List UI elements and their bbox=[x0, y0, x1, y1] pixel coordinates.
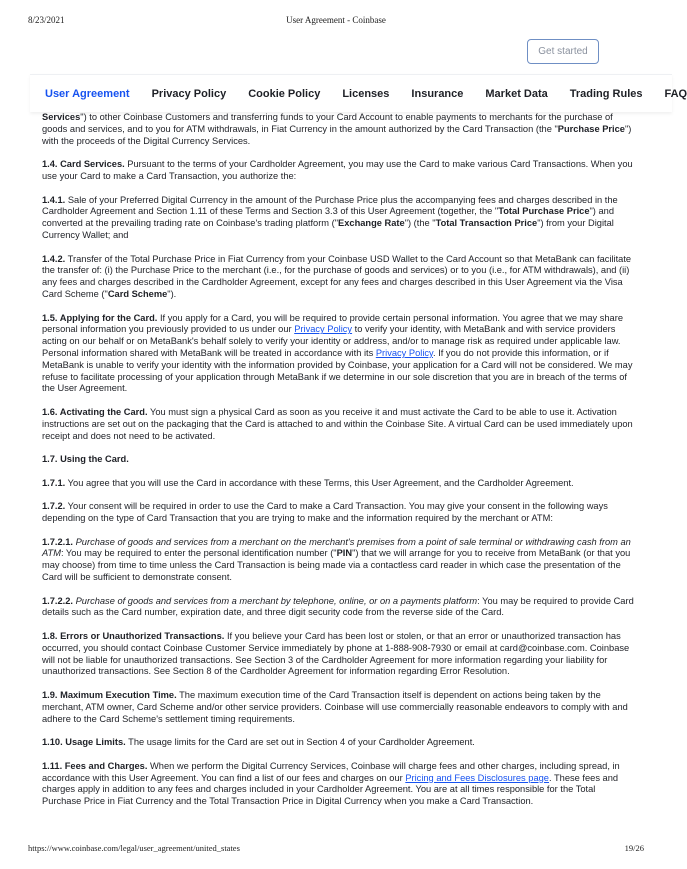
italic-text: Purchase of goods and services from a merchant by telephone, online, or on a payments platform bbox=[73, 595, 478, 606]
bold-text: 1.7. Using the Card. bbox=[42, 454, 129, 465]
bold-text: 1.7.2.2. bbox=[42, 595, 74, 606]
text: The maximum execution time of the Card Transaction itself is dependent on actions being taken by the merchant, ATM owner, Card Scheme and/or other service providers. Coinbase will use commercially reasonable endeavors to comply with and adhere to the Card Scheme's settlement timing requirements. bbox=[42, 690, 628, 724]
nav-tab-privacy-policy[interactable]: Privacy Policy bbox=[151, 87, 227, 100]
print-url: https://www.coinbase.com/legal/user_agreement/united_states bbox=[28, 843, 240, 853]
paragraph bbox=[42, 690, 634, 725]
bold-text: 1.9. Maximum Execution Time. bbox=[42, 690, 177, 701]
bold-text: Total Purchase Price bbox=[498, 206, 590, 217]
bold-text: Services bbox=[42, 112, 81, 122]
text: The usage limits for the Card are set out in Section 4 of your Cardholder Agreement. bbox=[125, 737, 475, 748]
bold-text: 1.4.1. bbox=[42, 194, 66, 205]
bold-text: PIN bbox=[336, 548, 353, 559]
text: Your consent will be required in order to use the Card to make a Card Transaction. You may give your consent in the following ways depending on the type of Card Transaction that you are trying to make and the information required by the merchant or ATM: bbox=[42, 501, 608, 524]
text: ") and converted at the prevailing trading rate on Coinbase's trading platform (" bbox=[42, 206, 614, 229]
bold-text: Card Scheme bbox=[107, 288, 168, 299]
paragraph bbox=[42, 631, 634, 678]
legal-nav bbox=[30, 74, 687, 112]
nav-tab-trading-rules[interactable]: Trading Rules bbox=[569, 87, 643, 100]
text: When we perform the Digital Currency Services, Coinbase will charge fees and other charges, including spread, in accordance with this User Agreement. You can find a list of our fees and charges on our bbox=[42, 760, 620, 783]
bold-text: 1.4. Card Services. bbox=[42, 159, 125, 170]
bold-text: 1.5. Applying for the Card. bbox=[42, 312, 158, 323]
paragraph bbox=[42, 454, 634, 466]
bold-text: 1.11. Fees and Charges. bbox=[42, 760, 148, 771]
text: Transfer of the Total Purchase Price in Fiat Currency from your Coinbase USD Wallet to the Card Account so that MetaBank can facilitate the transfer of: (i) the Purchase Price to the merchant (i.e., for the purchase of goods and services) or to you (i.e., for ATM withdrawals), and (ii) any fees and charges described in the Cardholder Agreement, except for any fees and charges described in this User Agreement via the Visa Card Scheme (" bbox=[42, 253, 632, 299]
text: ") that we will arrange for you to receive from MetaBank (or that you may choose) from time to time unless the Card Transaction is being made via a contactless card reader in which case the presentation of the Card will be sufficient to demonstrate consent. bbox=[42, 548, 631, 583]
paragraph bbox=[42, 254, 634, 301]
paragraph bbox=[42, 313, 634, 396]
paragraph bbox=[42, 478, 634, 490]
text: to verify your identity, with MetaBank and with service providers acting on our behalf or on MetaBank's behalf solely to verify your identity or address, and/or to manage risk as required under applicable law. Personal information shared with MetaBank will be treated in accordance with its bbox=[42, 324, 621, 358]
get-started-button[interactable]: Get started bbox=[527, 39, 599, 64]
bold-text: Total Transaction Price bbox=[435, 218, 538, 229]
text: ") from your Digital Currency Wallet; and bbox=[42, 218, 614, 240]
text: If you believe your Card has been lost or stolen, or that an error or unauthorized transaction has occurred, you should contact Coinbase Customer Service immediately by phone at 1-888-908-7930 or email at card@coinbase.com. Coinbase will not be liable for unauthorized transactions. See Section 3 of the Cardholder Agreement for more information regarding your liability for unauthorized transactions. See Section 8 of the Cardholder Agreement for information regarding Error Resolution. bbox=[42, 631, 630, 677]
italic-text: Purchase of goods and services from a merchant on the merchant's premises from a point of sale terminal or withdrawing cash from an ATM bbox=[42, 536, 631, 559]
text: Sale of your Preferred Digital Currency in the amount of the Purchase Price plus the accompanying fees and charges described in the Cardholder Agreement and Section 1.11 of these Terms and Section 3.3 of this User Agreement (together, the " bbox=[42, 194, 618, 217]
text: ") to other Coinbase Customers and transferring funds to your Card Account to enable payments to merchants for the purchase of goods and services, and to you for ATM withdrawals, in Fiat Currency in the amount authorized by the Card Transaction (the " bbox=[42, 112, 613, 134]
text: Pursuant to the terms of your Cardholder Agreement, you may use the Card to make various Card Transactions. When you use your Card to make a Card Transaction, you authorize the: bbox=[42, 159, 633, 181]
nav-tab-cookie-policy[interactable]: Cookie Policy bbox=[248, 87, 321, 100]
paragraph bbox=[42, 159, 634, 183]
text: ") with the proceeds of the Digital Currency Services. bbox=[42, 123, 632, 146]
paragraph bbox=[42, 761, 634, 808]
inline-link[interactable]: Pricing and Fees Disclosures page bbox=[405, 772, 549, 783]
paragraph bbox=[42, 112, 634, 147]
paragraph bbox=[42, 596, 634, 620]
print-date: 8/23/2021 bbox=[28, 15, 65, 25]
bold-text: 1.4.2. bbox=[42, 253, 66, 264]
text: : You may be required to provide Card details such as the Card number, expiration date, and three digit security code from the reverse side of the Card. bbox=[42, 595, 634, 618]
bold-text: 1.7.2. bbox=[42, 501, 66, 512]
paragraph bbox=[42, 407, 634, 442]
text: You must sign a physical Card as soon as you receive it and must activate the Card to be able to use it. Activation instructions are set out on the packaging that the Card is attached to and within the Coinbase Site. A virtual Card can be used immediately upon receipt and does not need to be activated. bbox=[42, 406, 633, 441]
text: ") (the " bbox=[404, 218, 436, 229]
nav-tab-market-data[interactable]: Market Data bbox=[485, 87, 548, 100]
bold-text: 1.7.2.1. bbox=[42, 536, 74, 547]
text: If you apply for a Card, you will be required to provide certain personal information. You agree that we may share personal information you previously provided to us under our bbox=[42, 312, 623, 335]
nav-tab-user-agreement[interactable]: User Agreement bbox=[45, 87, 130, 100]
bold-text: 1.8. Errors or Unauthorized Transactions. bbox=[42, 631, 225, 642]
text: "). bbox=[167, 288, 177, 299]
bold-text: Purchase Price bbox=[557, 123, 625, 134]
text: You agree that you will use the Card in accordance with these Terms, this User Agreement, and the Cardholder Agreement. bbox=[65, 477, 574, 488]
nav-tab-faq[interactable]: FAQ bbox=[664, 87, 687, 100]
bold-text: Exchange Rate bbox=[338, 218, 405, 229]
bold-text: 1.10. Usage Limits. bbox=[42, 737, 126, 748]
paragraph bbox=[42, 501, 634, 525]
paragraph bbox=[42, 195, 634, 242]
bold-text: 1.6. Activating the Card. bbox=[42, 406, 148, 417]
text: : You may be required to enter the personal identification number (" bbox=[60, 548, 337, 559]
text: . If you do not provide this information, or if MetaBank is unable to verify your identity with the information provided by Coinbase, your application for a Card will not be considered. We may refuse to facilitate processing of your application through MetaBank if we determine in our sole discretion that you are in breach of the terms of the User Agreement. bbox=[42, 347, 633, 394]
bold-text: 1.7.1. bbox=[42, 477, 66, 488]
inline-link[interactable]: Privacy Policy bbox=[294, 324, 353, 335]
paragraph bbox=[42, 737, 634, 749]
nav-tab-licenses[interactable]: Licenses bbox=[342, 87, 390, 100]
paragraph bbox=[42, 537, 634, 584]
agreement-content bbox=[42, 112, 634, 820]
page-number: 19/26 bbox=[624, 843, 644, 853]
inline-link[interactable]: Privacy Policy bbox=[375, 347, 433, 358]
nav-tab-insurance[interactable]: Insurance bbox=[411, 87, 464, 100]
print-title: User Agreement - Coinbase bbox=[286, 15, 386, 25]
text: . These fees and charges apply in addition to any fees and charges included in your Cardholder Agreement. You are at all times responsible for the Total Purchase Price in Fiat Currency and the Total Transaction Price in Digital Currency when you make a Card Transaction. bbox=[42, 772, 619, 807]
